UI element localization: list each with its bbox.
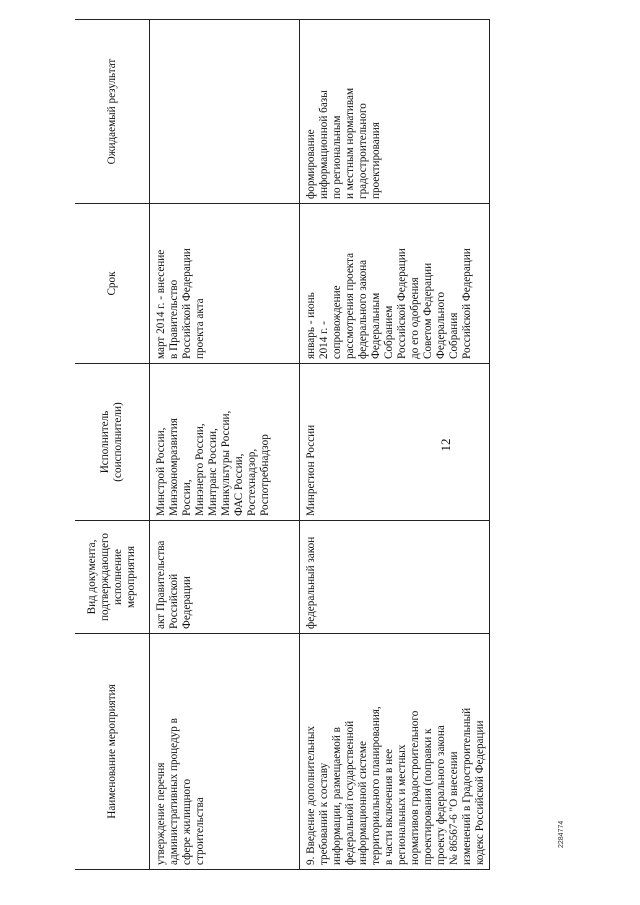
table-header-row	[75, 20, 150, 870]
header-deadline: Срок	[75, 204, 150, 364]
row-measure-name: утверждение перечня административных процедур в сфере жилищного строительства	[150, 634, 300, 870]
row-executor: Минстрой России, Минэкономразвития России, Минэнерго России, Минтранс России, Минкультуры России, ФАС России, Ростехнадзор, Роспотребнадзор	[150, 364, 300, 521]
header-executor: Исполнитель (соисполнители)	[75, 364, 150, 521]
row-expected-result: формирование информационной базы по региональным и местным нормативам градостроительного проектирования	[300, 20, 490, 204]
row-executor: Минрегион России	[300, 364, 490, 521]
rotated-landscape-content	[70, 20, 570, 870]
row-deadline: март 2014 г. - внесение в Правительство Российской Федерации проекта акта	[150, 204, 300, 364]
measures-table	[75, 19, 490, 870]
table-row	[150, 20, 300, 870]
row-measure-name: 9. Введение дополнительных требований к составу информации, размещаемой в федеральной государственной информационной системе территориального планирования, в части включения в нее региональных и местных нормативов градостроительного проектирования (поправки к проекту федерального закона № 86567-6 "О внесении изменений в Градостроительный кодекс Российской Федерации	[300, 634, 490, 870]
header-expected-result: Ожидаемый результат	[75, 20, 150, 204]
header-measure-name: Наименование мероприятия	[75, 634, 150, 870]
row-deadline: январь - июнь 2014 г. - сопровождение рассмотрения проекта федерального закона Федеральным Собранием Российской Федерации до его одобрения Советом Федерации Федерального Собрания Российской Федерации	[300, 204, 490, 364]
row-document-type: федеральный закон	[300, 521, 490, 634]
row-expected-result	[150, 20, 300, 204]
row-document-type: акт Правительства Российской Федерации	[150, 521, 300, 634]
document-number: 2284774	[558, 820, 565, 848]
header-document-type: Вид документа, подтверждающего исполнение мероприятия	[75, 521, 150, 634]
page-number: 12	[438, 438, 453, 452]
table-row	[300, 20, 490, 870]
